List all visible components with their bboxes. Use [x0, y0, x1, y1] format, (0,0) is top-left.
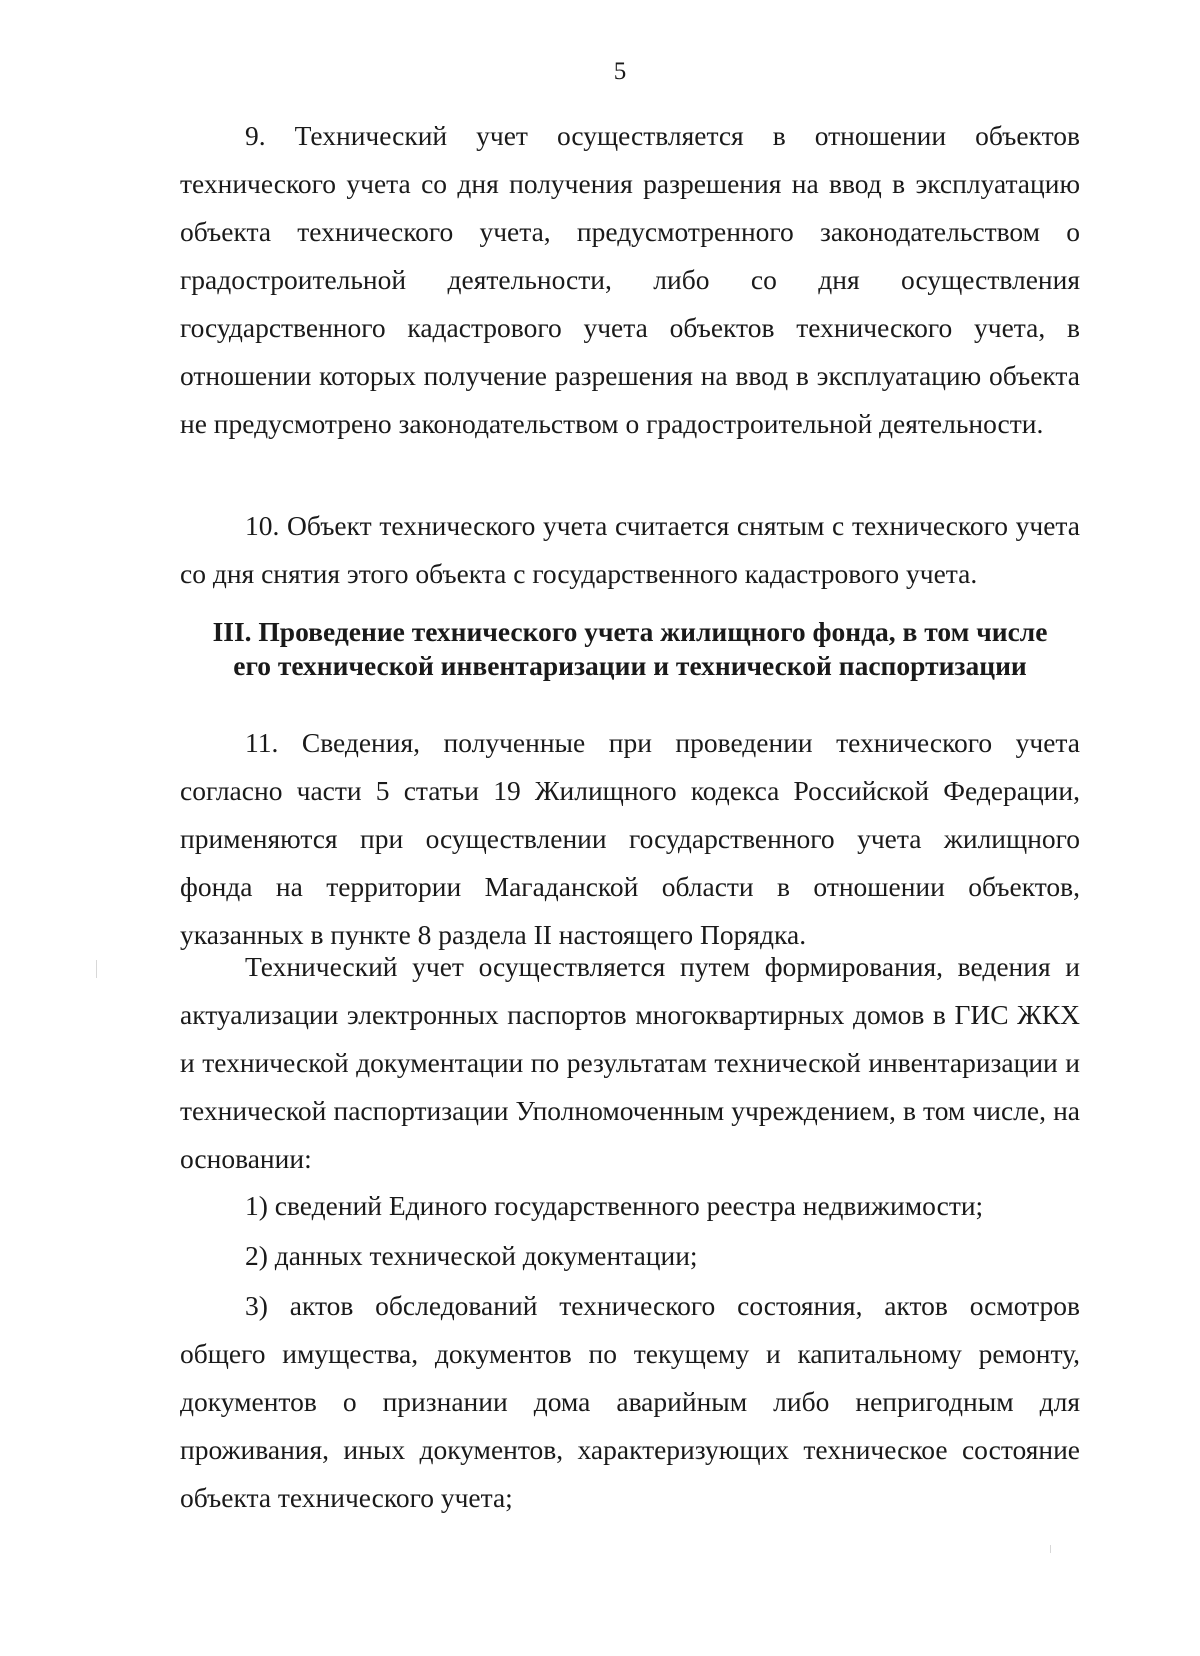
paragraph-10-text: 10. Объект технического учета считается снятым с технического учета со дня снятия этого объекта с государственного кадастрового учета.	[180, 510, 1080, 589]
list-item	[180, 1232, 1080, 1280]
paragraph-9-text: 9. Технический учет осуществляется в отношении объектов технического учета со дня получения разрешения на ввод в эксплуатацию объекта технического учета, предусмотренного законодательством о градостроительной деятельности, либо со дня осуществления государственного кадастрового учета объектов технического учета, в отношении которых получение разрешения на ввод в эксплуатацию объекта не предусмотрено законодательством о градостроительной деятельности.	[180, 120, 1080, 439]
list-item-3-text: 3) актов обследований технического состояния, актов осмотров общего имущества, документов по текущему и капитальному ремонту, документов о признании дома аварийным либо непригодным для проживания, иных документов, характеризующих техническое состояние объекта технического учета;	[180, 1290, 1080, 1513]
paragraph-11-text: 11. Сведения, полученные при проведении технического учета согласно части 5 статьи 19 Жилищного кодекса Российской Федерации, применяются при осуществлении государственного учета жилищного фонда на территории Магаданской области в отношении объектов, указанных в пункте 8 раздела II настоящего Порядка.	[180, 727, 1080, 950]
list-item	[180, 1282, 1080, 1522]
list-item-1-text: 1) сведений Единого государственного реестра недвижимости;	[245, 1190, 984, 1221]
paragraph-technical-accounting	[180, 943, 1080, 1183]
paragraph-11	[180, 719, 1080, 959]
paragraph-10	[180, 502, 1080, 598]
list-item	[180, 1182, 1080, 1230]
section-heading-line-2: его технической инвентаризации и технической паспортизации	[233, 650, 1027, 681]
scan-mark	[96, 960, 97, 978]
paragraph-9	[180, 112, 1080, 448]
paragraph-technical-accounting-text: Технический учет осуществляется путем формирования, ведения и актуализации электронных паспортов многоквартирных домов в ГИС ЖКХ и технической документации по результатам технической инвентаризации и технической паспортизации Уполномоченным учреждением, в том числе, на основании:	[180, 951, 1080, 1174]
page-number: 5	[613, 58, 627, 85]
section-heading	[180, 615, 1080, 683]
list-item-2-text: 2) данных технической документации;	[245, 1240, 698, 1271]
scan-mark	[1050, 1545, 1051, 1553]
section-heading-line-1: III. Проведение технического учета жилищного фонда, в том числе	[212, 616, 1048, 647]
